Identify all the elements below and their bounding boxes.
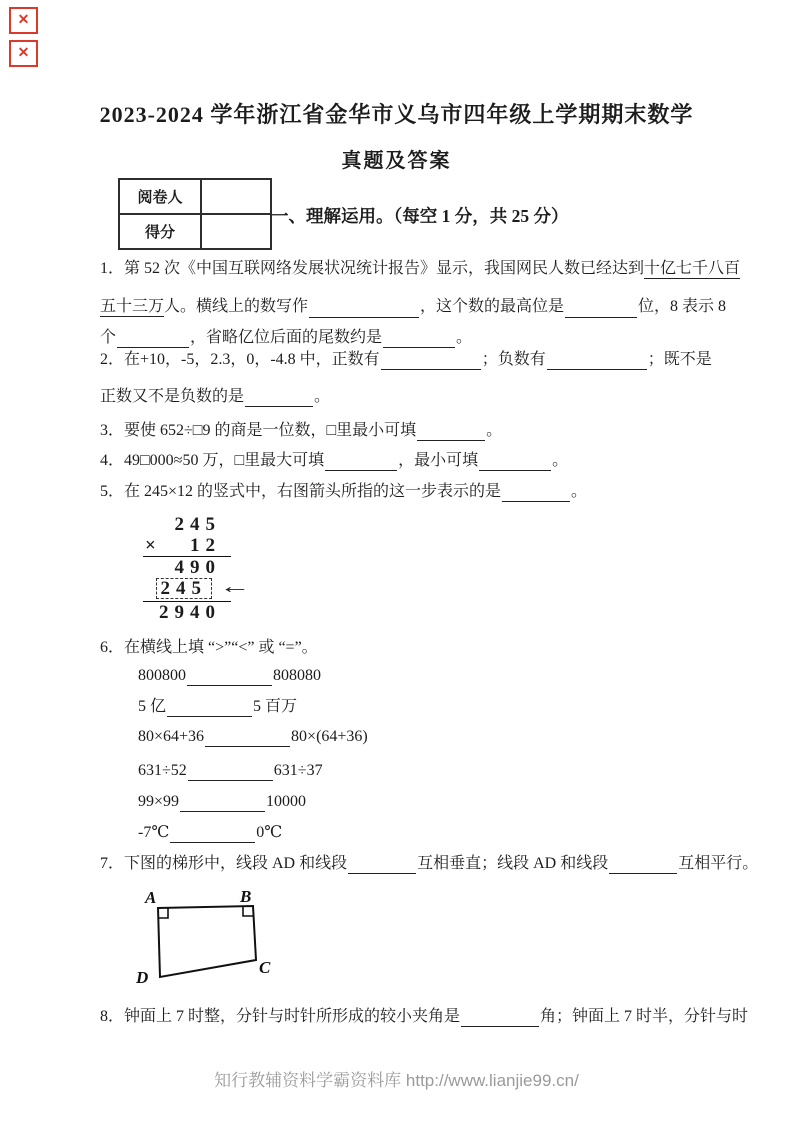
multiplier-row <box>143 535 231 556</box>
question-line <box>100 450 568 471</box>
text-run: 7．下图的梯形中，线段 AD 和线段 <box>100 855 348 872</box>
fill-in-blank-line <box>417 423 485 441</box>
table-row <box>119 214 271 249</box>
text-run: 。 <box>486 422 503 439</box>
partial-product-2: 245 <box>160 578 207 599</box>
partial-product-1-row <box>143 557 231 578</box>
question-line <box>100 258 740 279</box>
text-run: 个 <box>100 329 117 346</box>
question-line <box>138 726 368 747</box>
right-angle-mark-A <box>158 908 168 918</box>
text-run: 1．第 52 次《中国互联网络发展状况统计报告》显示，我国网民人数已经达到 <box>100 260 645 277</box>
text-run: 80×64+36 <box>138 728 205 745</box>
table-row <box>119 179 271 214</box>
text-run: 人。横线上的数写作 <box>164 298 309 315</box>
fill-in-blank-line <box>383 330 455 348</box>
multiplier: 12 <box>190 535 221 556</box>
question-line <box>100 853 758 874</box>
text-run: 。 <box>456 329 473 346</box>
text-run: ，这个数的最高位是 <box>420 298 565 315</box>
partial-product-1: 490 <box>174 557 221 578</box>
text-run: 631÷52 <box>138 762 187 779</box>
text-run: 。 <box>552 452 569 469</box>
grader-value-cell <box>201 179 271 214</box>
question-line <box>100 481 587 502</box>
text-run: ；既不是 <box>647 351 712 368</box>
fill-in-blank-line <box>180 794 265 812</box>
vertex-label-A: A <box>145 888 157 907</box>
multiplicand-row <box>143 514 231 535</box>
text-run: 10000 <box>266 793 307 810</box>
fill-in-blank-line <box>187 668 272 686</box>
fill-in-blank-line <box>547 352 647 370</box>
partial-product-2-row <box>143 574 251 601</box>
fill-in-blank-line <box>167 699 252 717</box>
left-arrow-icon: ← <box>219 574 251 598</box>
product: 2940 <box>159 602 221 623</box>
section-heading: 一、理解运用。（每空 1 分，共 25 分） <box>271 206 569 226</box>
score-value-cell <box>201 214 271 249</box>
text-run: 互相垂直；线段 AD 和线段 <box>417 855 609 872</box>
fill-in-blank-line <box>170 825 255 843</box>
text-run: -7℃ <box>138 824 170 841</box>
product-row <box>143 602 231 623</box>
fill-in-blank-line <box>461 1009 539 1027</box>
question-line <box>100 349 712 370</box>
text-run: 十亿七千八百 <box>644 260 741 277</box>
text-run: 互相平行。 <box>678 855 759 872</box>
text-run: 5．在 245×12 的竖式中，右图箭头所指的这一步表示的是 <box>100 483 502 500</box>
question-line <box>100 296 726 318</box>
right-angle-mark-B <box>243 907 253 917</box>
text-run: 4．49□000≈50 万，□里最大可填 <box>100 452 325 469</box>
watermark-footer: 知行教辅资料学霸资料库 http://www.lianjie99.cn/ <box>214 1071 579 1090</box>
text-run: 808080 <box>273 667 321 684</box>
text-run: 2．在+10，-5，2.3，0，-4.8 中，正数有 <box>100 351 380 368</box>
text-run: 6．在横线上填 “>”“<” 或 “=”。 <box>100 639 318 656</box>
grader-score-table <box>118 178 272 250</box>
question-line <box>100 1006 748 1027</box>
fill-in-blank-line <box>479 453 551 471</box>
question-line <box>138 791 306 812</box>
vertex-label-B: B <box>240 887 252 906</box>
question-line <box>138 665 321 686</box>
text-run: 位，8 表示 8 <box>638 298 727 315</box>
text-run: 631÷37 <box>273 762 323 779</box>
question-line <box>100 637 318 658</box>
fill-in-blank-line <box>502 484 570 502</box>
fill-in-blank-line <box>117 330 189 348</box>
multiplicand: 245 <box>174 514 221 535</box>
trapezoid-figure <box>118 884 298 996</box>
corner-stamp <box>9 7 38 73</box>
multiply-operator-icon: × <box>145 535 156 556</box>
highlight-dashed-box <box>156 578 213 599</box>
text-run: ；负数有 <box>481 351 546 368</box>
text-run: 3．要使 652÷□9 的商是一位数，□里最小可填 <box>100 422 417 439</box>
trapezoid-outline <box>158 906 256 977</box>
fill-in-blank-line <box>188 763 273 781</box>
text-run: 。 <box>571 483 588 500</box>
text-run: ，最小可填 <box>398 452 479 469</box>
page-subtitle: 真题及答案 <box>341 150 452 172</box>
vertex-label-D: D <box>136 968 149 987</box>
text-run: 五十三万 <box>100 298 165 315</box>
fill-in-blank-line <box>609 856 677 874</box>
text-run: 8．钟面上 7 时整，分针与时针所形成的较小夹角是 <box>100 1008 461 1025</box>
question-line <box>138 822 282 843</box>
score-label: 得分 <box>119 214 201 249</box>
stamp-mark-icon: ✕ <box>9 40 38 67</box>
question-line <box>138 760 323 781</box>
vertical-multiplication-figure <box>143 514 251 623</box>
fill-in-blank-line <box>309 300 419 318</box>
question-line <box>100 420 502 441</box>
vertex-label-C: C <box>259 958 271 977</box>
page-title: 2023-2024 学年浙江省金华市义乌市四年级上学期期末数学 <box>99 102 694 127</box>
text-run: 800800 <box>138 667 186 684</box>
text-run: 5 亿 <box>138 698 167 715</box>
grader-label: 阅卷人 <box>119 179 201 214</box>
question-line <box>100 327 472 348</box>
fill-in-blank-line <box>205 729 290 747</box>
text-run: 5 百万 <box>253 698 298 715</box>
text-run: ，省略亿位后面的尾数约是 <box>190 329 383 346</box>
text-run: 正数又不是负数的是 <box>100 388 245 405</box>
fill-in-blank-line <box>325 453 397 471</box>
fill-in-blank-line <box>348 856 416 874</box>
text-run: 0℃ <box>256 824 283 841</box>
question-line <box>100 386 330 407</box>
question-line <box>138 696 297 717</box>
text-run: 99×99 <box>138 793 180 810</box>
fill-in-blank-line <box>381 352 481 370</box>
fill-in-blank-line <box>565 300 637 318</box>
fill-in-blank-line <box>245 389 313 407</box>
stamp-mark-icon: ✕ <box>9 7 38 34</box>
text-run: 80×(64+36) <box>291 728 368 745</box>
text-run: 。 <box>314 388 331 405</box>
text-run: 角；钟面上 7 时半，分针与时 <box>540 1008 749 1025</box>
